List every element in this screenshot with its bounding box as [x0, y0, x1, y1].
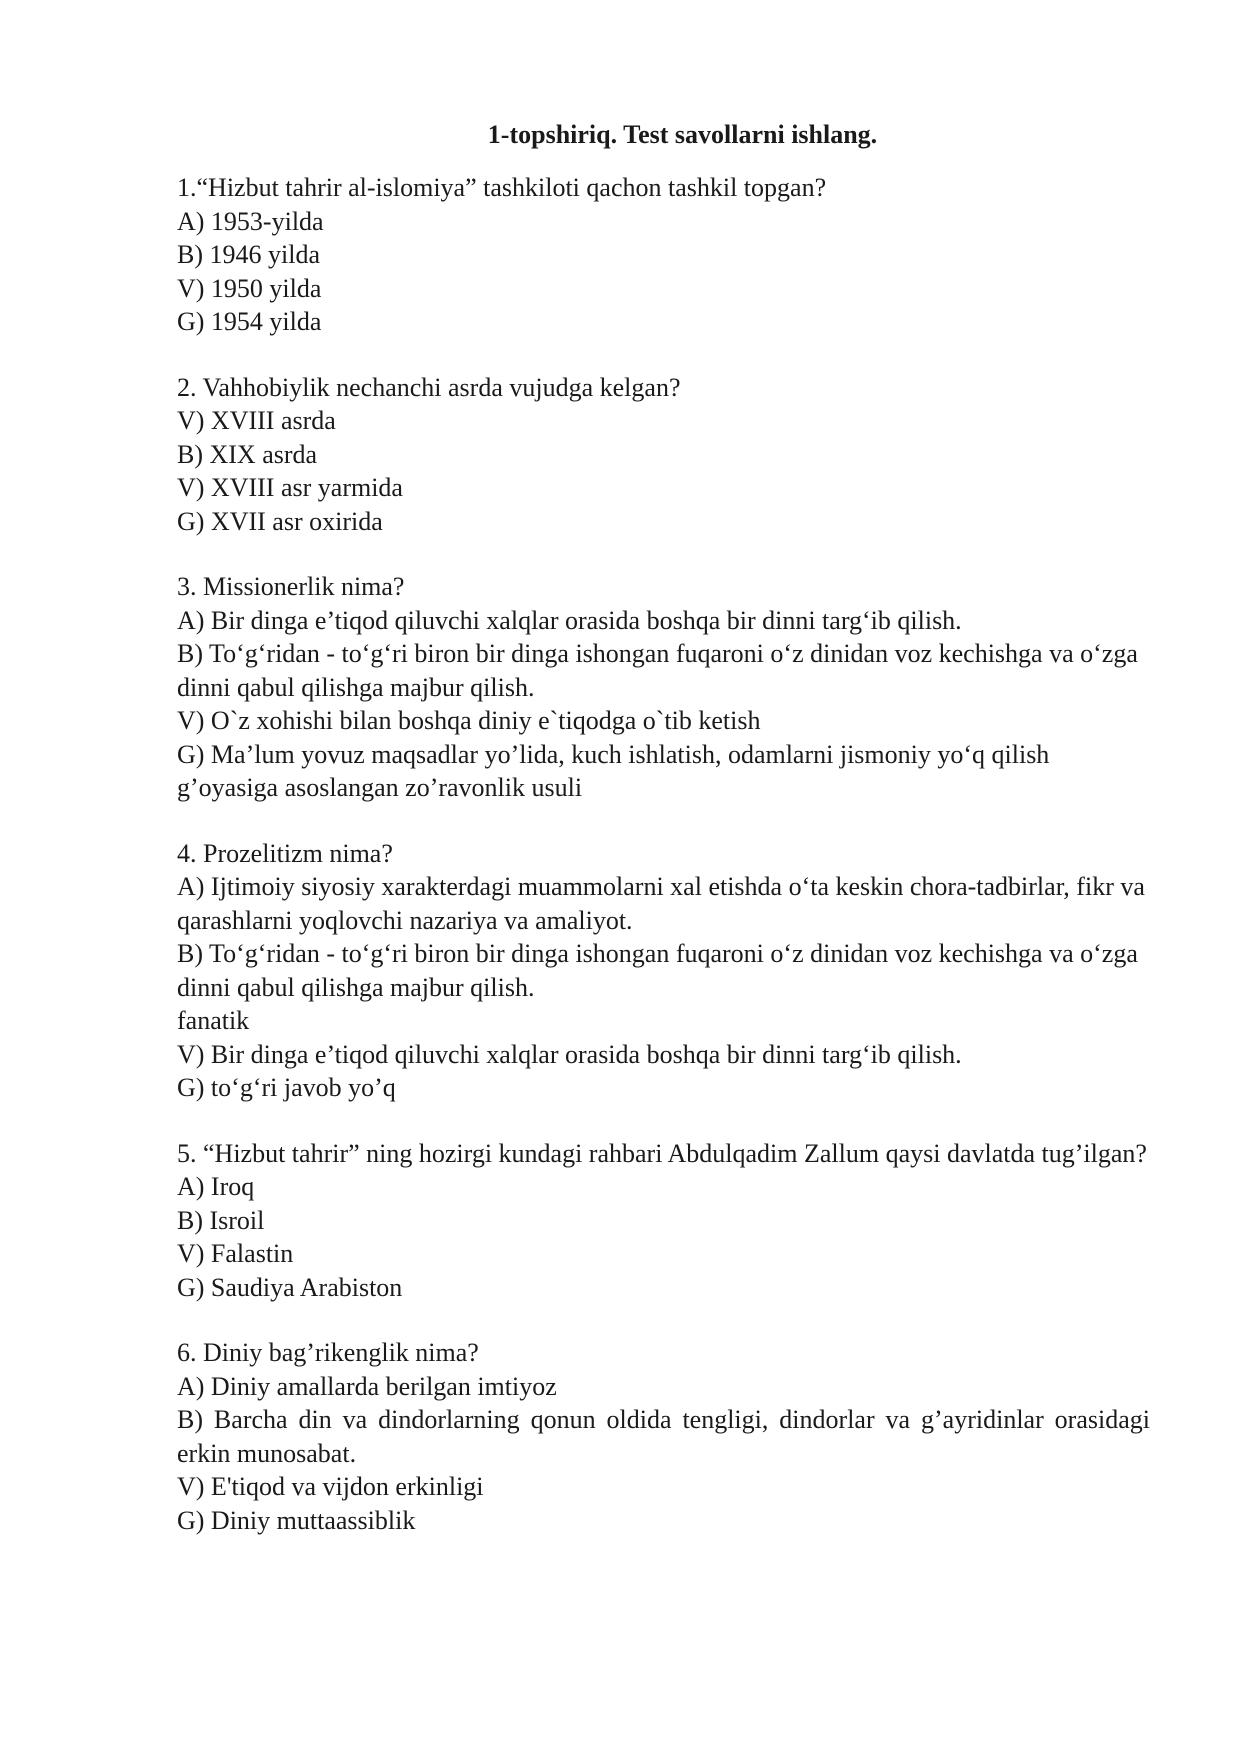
answer-option: V) Bir dinga e’tiqod qiluvchi xalqlar orasida boshqa bir dinni targʻib qilish.	[177, 1039, 962, 1069]
question-text: 2. Vahhobiylik nechanchi asrda vujudga kelgan?	[177, 372, 681, 402]
question-6	[177, 1336, 1150, 1537]
answer-option: B) Toʻgʻridan - toʻgʻri biron bir dinga ishongan fuqaroni oʻz dinidan voz kechishga va oʻzga dinni qabul qilishga majbur qilish.	[177, 639, 1138, 702]
question-3	[177, 570, 1150, 805]
question-4	[177, 837, 1150, 1105]
answer-option: B) Isroil	[177, 1205, 265, 1235]
answer-option: G) 1954 yilda	[177, 307, 322, 336]
answer-option: A) Bir dinga e’tiqod qiluvchi xalqlar orasida boshqa bir dinni targʻib qilish.	[177, 605, 962, 635]
question-5	[177, 1137, 1150, 1305]
answer-option: fanatik	[177, 1006, 250, 1035]
answer-option: A) Ijtimoiy siyosiy xarakterdagi muammolarni xal etishda oʻta keskin chora-tadbirlar, fikr va qarashlarni yoqlovchi nazariya va amaliyot.	[177, 872, 1145, 935]
answer-option: G) XVII asr oxirida	[177, 506, 383, 536]
answer-option: G) toʻgʻri javob yo’q	[177, 1073, 396, 1102]
question-text: 6. Diniy bag’rikenglik nima?	[177, 1338, 479, 1367]
answer-option: G) Saudiya Arabiston	[177, 1272, 403, 1302]
answer-option: V) O`z xohishi bilan boshqa diniy e`tiqodga o`tib ketish	[177, 706, 761, 735]
answer-option: B) 1946 yilda	[177, 240, 320, 269]
answer-option: A) 1953-yilda	[177, 206, 324, 236]
answer-option: A) Diniy amallarda berilgan imtiyoz	[177, 1371, 557, 1401]
question-text: 1.“Hizbut tahrir al-islomiya” tashkiloti qachon tashkil topgan?	[177, 173, 827, 202]
question-text: 3. Missionerlik nima?	[177, 572, 405, 601]
answer-option: B) XIX asrda	[177, 439, 318, 469]
answer-option: V) E'tiqod va vijdon erkinligi	[177, 1472, 484, 1501]
answer-option: V) Falastin	[177, 1239, 294, 1268]
answer-option: G) Ma’lum yovuz maqsadlar yo’lida, kuch ishlatish, odamlarni jismoniy yoʻq qilish g’oyasiga asoslangan zo’ravonlik usuli	[177, 739, 1050, 802]
question-2	[177, 371, 1150, 539]
answer-option: A) Iroq	[177, 1172, 255, 1201]
answer-option: V) XVIII asr yarmida	[177, 473, 403, 502]
question-text: 4. Prozelitizm nima?	[177, 838, 393, 868]
answer-option: B) Toʻgʻridan - toʻgʻri biron bir dinga ishongan fuqaroni oʻz dinidan voz kechishga va oʻzga dinni qabul qilishga majbur qilish.	[177, 939, 1138, 1002]
answer-option: V) XVIII asrda	[177, 406, 336, 435]
page-title: 1-topshiriq. Test savollarni ishlang.	[487, 120, 878, 149]
question-1	[177, 171, 1150, 339]
answer-option: B) Barcha din va dindorlarning qonun oldida tengligi, dindorlar va g’ayridinlar orasidagi erkin munosabat.	[177, 1405, 1150, 1468]
answer-option: G) Diniy muttaassiblik	[177, 1505, 416, 1535]
question-text: 5. “Hizbut tahrir” ning hozirgi kundagi rahbari Abdulqadim Zallum qaysi davlatda tug’ilgan?	[177, 1138, 1147, 1168]
answer-option: V) 1950 yilda	[177, 273, 322, 303]
